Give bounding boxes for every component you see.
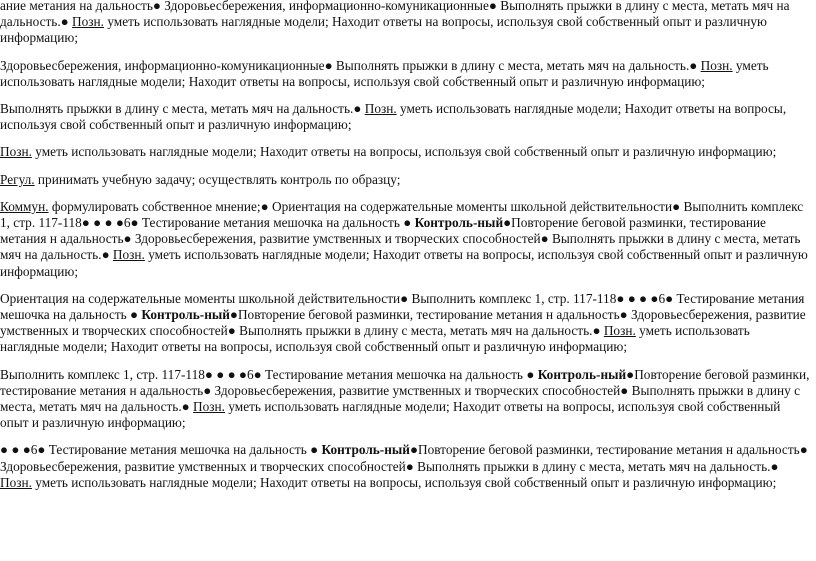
paragraph-3 <box>0 101 812 133</box>
text-run: Выполнять прыжки в длину с места, метать мяч на дальность.● <box>0 101 365 117</box>
text-run: уметь использовать наглядные модели; Находит ответы на вопросы, используя свой собственный опыт и различную информацию; <box>0 399 781 431</box>
abbrev-pozn: Позн. <box>193 399 225 415</box>
bold-control: Контроль-ный <box>321 442 410 458</box>
bold-control: Контроль-ный <box>537 366 627 382</box>
paragraph-2 <box>0 58 812 90</box>
abbrev-pozn: Позн. <box>0 474 32 490</box>
text-run: формулировать собственное мнение;● Ориентация на содержательные моменты школьной действительности● Выполнить комплекс 1, стр. 117-118● ● ● ●6● Тестирование метания мешочка на дальность ● <box>0 198 804 231</box>
paragraph-5 <box>0 172 812 188</box>
text-run: ●Повторение беговой разминки, тестирование метания н адальность● Здоровьесбережения, развитие умственных и творческих способностей● Выполнять прыжки в длину с места, метать мяч на дальность.● <box>0 307 806 339</box>
text-run: уметь использовать наглядные модели; Находит ответы на вопросы, используя свой собственный опыт и различную информацию; <box>0 247 808 279</box>
text-run: уметь использовать наглядные модели; Находит ответы на вопросы, используя свой собственный опыт и различную информацию; <box>0 14 767 46</box>
text-run: принимать учебную задачу; осуществлять контроль по образцу; <box>34 171 401 187</box>
paragraph-7 <box>0 291 812 356</box>
paragraph-4 <box>0 144 812 160</box>
text-run: Ориентация на содержательные моменты школьной действительности● Выполнить комплекс 1, стр. 117-118● ● ● ●6● Тестирование метания мешочка на дальность ● <box>0 290 805 323</box>
abbrev-regul: Регул. <box>0 171 35 187</box>
text-run: ●Повторение беговой разминки, тестирование метания н адальность● Здоровьесбережения, развитие умственных и творческих способностей● Выполнять прыжки в длину с места, метать мяч на дальность.● <box>0 442 808 474</box>
text-run: уметь использовать наглядные модели; Находит ответы на вопросы, используя свой собственный опыт и различную информацию; <box>0 323 750 355</box>
abbrev-pozn: Позн. <box>0 144 32 160</box>
text-run: Выполнить комплекс 1, стр. 117-118● ● ● ●6● Тестирование метания мешочка на дальность ● <box>0 366 538 382</box>
paragraph-1 <box>0 0 812 47</box>
text-run: ание метания на дальность● Здоровьесбережения, информационно-комуникационные● Выполнять прыжки в длину с места, метать мяч на дальность.● <box>0 0 790 30</box>
paragraph-6 <box>0 199 812 280</box>
abbrev-kommun: Коммун. <box>0 198 49 214</box>
text-run: уметь использовать наглядные модели; Находит ответы на вопросы, используя свой собственный опыт и различную информацию; <box>31 474 777 490</box>
text-run: ● ● ●6● Тестирование метания мешочка на дальность ● <box>0 442 322 458</box>
abbrev-pozn: Позн. <box>112 247 145 263</box>
text-run: уметь использовать наглядные модели; Находит ответы на вопросы, используя свой собственный опыт и различную информацию; <box>0 101 787 133</box>
text-run: ●Повторение беговой разминки, тестирование метания н адальность● Здоровьесбережения, развитие умственных и творческих способностей● Выполнять прыжки в длину с места, метать мяч на дальность.● <box>0 366 810 415</box>
bold-control: Контроль-ный <box>414 215 504 231</box>
paragraph-8 <box>0 367 812 432</box>
paragraph-9 <box>0 442 812 491</box>
text-run: Здоровьесбережения, информационно-комуникационные● Выполнять прыжки в длину с места, метать мяч на дальность.● <box>0 57 701 73</box>
text-run: уметь использовать наглядные модели; Находит ответы на вопросы, используя свой собственный опыт и различную информацию; <box>0 57 769 89</box>
abbrev-pozn: Позн. <box>603 323 636 339</box>
text-run: ●Повторение беговой разминки, тестирование метания н адальность● Здоровьесбережения, развитие умственных и творческих способностей● Выполнять прыжки в длину с места, метать мяч на дальность.● <box>0 215 801 263</box>
text-run: уметь использовать наглядные модели; Находит ответы на вопросы, используя свой собственный опыт и различную информацию; <box>31 144 777 160</box>
abbrev-pozn: Позн. <box>364 101 397 117</box>
abbrev-pozn: Позн. <box>700 57 733 73</box>
bold-control: Контроль-ный <box>141 307 230 323</box>
abbrev-pozn: Позн. <box>72 14 104 30</box>
